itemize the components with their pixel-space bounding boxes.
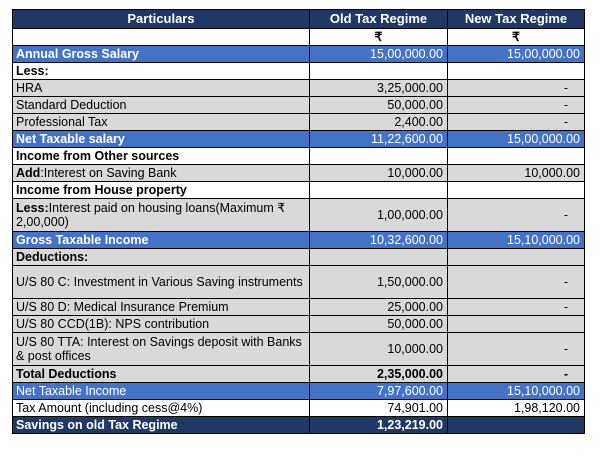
net-taxable-salary-old: 11,22,600.00	[310, 131, 448, 148]
housing-loan-new: -	[448, 199, 585, 232]
tax-amount-new: 1,98,120.00	[448, 400, 585, 417]
savings-old: 1,23,219.00	[310, 417, 448, 434]
hra-old: 3,25,000.00	[310, 80, 448, 97]
hra-new: -	[448, 80, 585, 97]
net-taxable-income-label: Net Taxable Income	[13, 383, 310, 400]
net-taxable-salary-row	[13, 131, 585, 148]
less-row	[13, 63, 585, 80]
savings-label: Savings on old Tax Regime	[13, 417, 310, 434]
other-sources-row	[13, 148, 585, 165]
sec80ccd-label: U/S 80 CCD(1B): NPS contribution	[13, 316, 310, 333]
sec80tta-new: -	[448, 333, 585, 366]
annual-gross-row	[13, 46, 585, 63]
tax-comparison-table-wrapper	[12, 9, 585, 434]
saving-interest-label-cell	[13, 165, 310, 182]
currency-row	[13, 29, 585, 46]
rupee-symbol-old: ₹	[310, 29, 448, 46]
gross-taxable-new: 15,10,000.00	[448, 232, 585, 249]
less-label: Less:	[13, 63, 310, 80]
prof-tax-row	[13, 114, 585, 131]
housing-loan-prefix: Less:	[16, 201, 49, 215]
housing-loan-row	[13, 199, 585, 232]
total-deductions-label: Total Deductions	[13, 366, 310, 383]
saving-interest-new: 10,000.00	[448, 165, 585, 182]
housing-loan-label: Interest paid on housing loans(Maximum ₹ 2,00,000)	[16, 201, 286, 229]
savings-row	[13, 417, 585, 434]
rupee-symbol-new: ₹	[448, 29, 585, 46]
sec80d-row	[13, 299, 585, 316]
header-row	[13, 10, 585, 29]
tax-amount-row	[13, 400, 585, 417]
total-deductions-row	[13, 366, 585, 383]
std-deduction-label: Standard Deduction	[13, 97, 310, 114]
net-taxable-income-old: 7,97,600.00	[310, 383, 448, 400]
header-new-regime: New Tax Regime	[448, 10, 585, 29]
saving-interest-old: 10,000.00	[310, 165, 448, 182]
net-taxable-income-row	[13, 383, 585, 400]
house-property-row	[13, 182, 585, 199]
deductions-row	[13, 249, 585, 266]
net-taxable-income-new: 15,10,000.00	[448, 383, 585, 400]
sec80c-row	[13, 266, 585, 299]
housing-loan-label-cell	[13, 199, 310, 232]
gross-taxable-row	[13, 232, 585, 249]
tax-amount-label: Tax Amount (including cess@4%)	[13, 400, 310, 417]
tax-comparison-table	[12, 9, 585, 434]
sec80ccd-row	[13, 316, 585, 333]
gross-taxable-old: 10,32,600.00	[310, 232, 448, 249]
savings-new	[448, 417, 585, 434]
prof-tax-label: Professional Tax	[13, 114, 310, 131]
sec80tta-label: U/S 80 TTA: Interest on Savings deposit with Banks & post offices	[13, 333, 310, 366]
hra-row	[13, 80, 585, 97]
saving-interest-label: :Interest on Saving Bank	[40, 166, 177, 180]
sec80ccd-new	[448, 316, 585, 333]
currency-blank	[13, 29, 310, 46]
saving-interest-row	[13, 165, 585, 182]
other-sources-label: Income from Other sources	[13, 148, 310, 165]
tax-amount-old: 74,901.00	[310, 400, 448, 417]
total-deductions-new: -	[448, 366, 585, 383]
std-deduction-new: -	[448, 97, 585, 114]
sec80c-label: U/S 80 C: Investment in Various Saving instruments	[13, 266, 310, 299]
sec80d-old: 25,000.00	[310, 299, 448, 316]
sec80d-new: -	[448, 299, 585, 316]
prof-tax-new: -	[448, 114, 585, 131]
annual-gross-new: 15,00,000.00	[448, 46, 585, 63]
gross-taxable-label: Gross Taxable Income	[13, 232, 310, 249]
deductions-label: Deductions:	[13, 249, 310, 266]
sec80ccd-old: 50,000.00	[310, 316, 448, 333]
net-taxable-salary-label: Net Taxable salary	[13, 131, 310, 148]
header-old-regime: Old Tax Regime	[310, 10, 448, 29]
annual-gross-old: 15,00,000.00	[310, 46, 448, 63]
prof-tax-old: 2,400.00	[310, 114, 448, 131]
housing-loan-old: 1,00,000.00	[310, 199, 448, 232]
total-deductions-old: 2,35,000.00	[310, 366, 448, 383]
header-particulars: Particulars	[13, 10, 310, 29]
hra-label: HRA	[13, 80, 310, 97]
std-deduction-old: 50,000.00	[310, 97, 448, 114]
annual-gross-label: Annual Gross Salary	[13, 46, 310, 63]
saving-interest-prefix: Add	[16, 166, 41, 180]
net-taxable-salary-new: 15,00,000.00	[448, 131, 585, 148]
house-property-label: Income from House property	[13, 182, 310, 199]
std-deduction-row	[13, 97, 585, 114]
sec80d-label: U/S 80 D: Medical Insurance Premium	[13, 299, 310, 316]
sec80c-old: 1,50,000.00	[310, 266, 448, 299]
sec80tta-row	[13, 333, 585, 366]
sec80tta-old: 10,000.00	[310, 333, 448, 366]
sec80c-new: -	[448, 266, 585, 299]
